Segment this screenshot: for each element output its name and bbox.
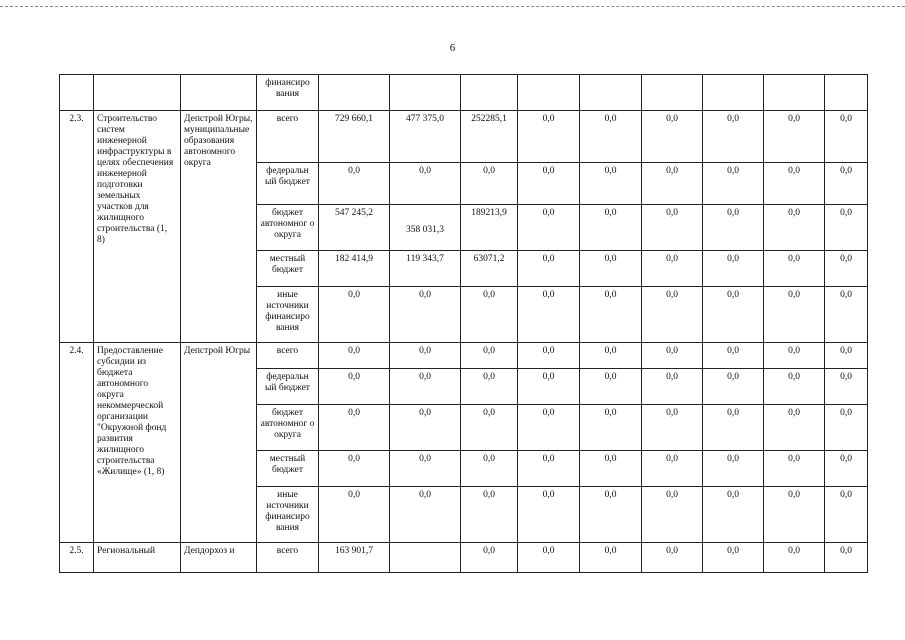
page-number: 6: [449, 42, 456, 54]
value-cell: 0,0: [518, 369, 580, 405]
table-cell: [390, 75, 461, 111]
table-row: [60, 343, 868, 369]
value-cell: 0,0: [461, 369, 518, 405]
value-cell: 0,0: [764, 405, 825, 451]
source-cell: местный бюджет: [257, 251, 319, 287]
value-cell: 0,0: [580, 205, 642, 251]
value-cell: 0,0: [319, 287, 390, 343]
table-cell: [518, 75, 580, 111]
program-table: [59, 74, 868, 573]
value-cell: 0,0: [461, 451, 518, 487]
value-cell: 0,0: [461, 343, 518, 369]
value-cell: 0,0: [642, 543, 703, 573]
value-cell: 0,0: [390, 369, 461, 405]
table-cell: [642, 75, 703, 111]
value-cell: 0,0: [703, 343, 764, 369]
source-cell: местный бюджет: [257, 451, 319, 487]
value-cell: 0,0: [518, 163, 580, 205]
value-cell: 0,0: [642, 451, 703, 487]
scan-edge: [0, 6, 905, 7]
source-cell: всего: [257, 343, 319, 369]
value-cell: 0,0: [703, 451, 764, 487]
value-cell: 0,0: [518, 405, 580, 451]
value-cell: 0,0: [461, 163, 518, 205]
table-cell: [181, 75, 257, 111]
value-cell: 0,0: [642, 343, 703, 369]
value-cell: 0,0: [825, 487, 868, 543]
value-cell: 189213,9: [461, 205, 518, 251]
value-cell: 0,0: [518, 487, 580, 543]
table-cell: [94, 75, 181, 111]
value-cell: 0,0: [825, 205, 868, 251]
table-cell: [580, 75, 642, 111]
value-cell: 0,0: [825, 343, 868, 369]
source-cell: всего: [257, 111, 319, 163]
value-cell: 0,0: [703, 287, 764, 343]
measure-name: Предоставление субсидии из бюджета автономного округа некоммерческой организации "Окружной фонд развития жилищного строительства «Жилище» (1, 8): [94, 343, 181, 543]
value-cell: 0,0: [642, 251, 703, 287]
value-cell: 0,0: [642, 111, 703, 163]
value-cell: 0,0: [390, 287, 461, 343]
value-cell: 0,0: [825, 369, 868, 405]
table-cell: [703, 75, 764, 111]
value-cell: 0,0: [642, 287, 703, 343]
value-cell: 0,0: [642, 163, 703, 205]
value-cell: 0,0: [825, 251, 868, 287]
value-cell: 0,0: [319, 451, 390, 487]
value-cell: 0,0: [580, 451, 642, 487]
value-cell: 0,0: [580, 251, 642, 287]
value-cell: 0,0: [764, 205, 825, 251]
table-cell: [764, 75, 825, 111]
table-row: [60, 543, 868, 573]
measure-name: Региональный: [94, 543, 181, 573]
table-cell: [319, 75, 390, 111]
value-cell: 0,0: [518, 287, 580, 343]
value-cell: 0,0: [703, 369, 764, 405]
measure-name: Строительство систем инженерной инфраструктуры в целях обеспечения инженерной подготовки земельных участков для жилищного строительства (1, 8): [94, 111, 181, 343]
source-cell: финансиро вания: [257, 75, 319, 111]
value-cell: 0,0: [764, 111, 825, 163]
value-cell: 0,0: [461, 405, 518, 451]
value-cell: 0,0: [764, 487, 825, 543]
value-cell: 0,0: [518, 205, 580, 251]
value-cell: 0,0: [461, 487, 518, 543]
value-cell: 0,0: [703, 251, 764, 287]
source-cell: иные источники финансиро вания: [257, 487, 319, 543]
value-cell: 0,0: [825, 405, 868, 451]
executor-name: Депстрой Югры, муниципальные образования автономного округа: [181, 111, 257, 343]
table-cell: [461, 75, 518, 111]
value-cell: 0,0: [580, 543, 642, 573]
value-cell: 0,0: [825, 111, 868, 163]
value-cell: 729 660,1: [319, 111, 390, 163]
value-cell: 0,0: [764, 343, 825, 369]
value-cell: 0,0: [390, 451, 461, 487]
source-cell: федеральн ый бюджет: [257, 369, 319, 405]
table-cell: [60, 75, 94, 111]
table-cell: [825, 75, 868, 111]
value-cell: 182 414,9: [319, 251, 390, 287]
value-cell: 0,0: [319, 405, 390, 451]
value-cell: 0,0: [764, 451, 825, 487]
value-cell: 0,0: [390, 343, 461, 369]
source-cell: бюджет автономног о округа: [257, 405, 319, 451]
value-cell: 0,0: [580, 111, 642, 163]
value-cell: 0,0: [319, 163, 390, 205]
value-cell: 0,0: [580, 287, 642, 343]
value-cell: 0,0: [390, 487, 461, 543]
value-cell: 0,0: [825, 287, 868, 343]
value-cell: 358 031,3: [390, 205, 461, 251]
value-cell: 252285,1: [461, 111, 518, 163]
table-row: [60, 75, 868, 111]
value-cell: 0,0: [642, 205, 703, 251]
value-cell: 0,0: [825, 163, 868, 205]
value-cell: 0,0: [580, 405, 642, 451]
value-cell: 0,0: [825, 451, 868, 487]
source-cell: бюджет автономног о округа: [257, 205, 319, 251]
value-cell: 0,0: [703, 205, 764, 251]
value-cell: 0,0: [580, 487, 642, 543]
row-number: 2.5.: [60, 543, 94, 573]
value-cell: 0,0: [319, 487, 390, 543]
value-cell: 477 375,0: [390, 111, 461, 163]
value-cell: 0,0: [764, 163, 825, 205]
value-cell: 0,0: [390, 163, 461, 205]
value-cell: 0,0: [642, 487, 703, 543]
value-cell: 0,0: [461, 543, 518, 573]
value-cell: 0,0: [319, 343, 390, 369]
row-number: 2.4.: [60, 343, 94, 543]
value-cell: 0,0: [518, 251, 580, 287]
value-cell: 0,0: [390, 405, 461, 451]
value-cell: 0,0: [642, 369, 703, 405]
value-cell: 0,0: [319, 369, 390, 405]
value-cell: 0,0: [764, 251, 825, 287]
value-cell: [390, 543, 461, 573]
value-cell: 547 245,2: [319, 205, 390, 251]
value-cell: 0,0: [764, 287, 825, 343]
value-cell: 0,0: [703, 163, 764, 205]
value-cell: 0,0: [518, 111, 580, 163]
value-cell: 0,0: [703, 543, 764, 573]
source-cell: федеральн ый бюджет: [257, 163, 319, 205]
value-cell: 0,0: [764, 543, 825, 573]
row-number: 2.3.: [60, 111, 94, 343]
value-cell: 0,0: [764, 369, 825, 405]
table-row: [60, 111, 868, 163]
executor-name: Депстрой Югры: [181, 343, 257, 543]
value-cell: 163 901,7: [319, 543, 390, 573]
value-cell: 0,0: [518, 543, 580, 573]
value-cell: 63071,2: [461, 251, 518, 287]
value-cell: 0,0: [461, 287, 518, 343]
value-cell: 0,0: [825, 543, 868, 573]
value-cell: 0,0: [642, 405, 703, 451]
value-cell: 0,0: [703, 405, 764, 451]
executor-name: Депдорхоз и: [181, 543, 257, 573]
value-cell: 0,0: [518, 343, 580, 369]
value-cell: 0,0: [518, 451, 580, 487]
source-cell: всего: [257, 543, 319, 573]
value-cell: 0,0: [580, 369, 642, 405]
value-cell: 0,0: [703, 111, 764, 163]
value-cell: 119 343,7: [390, 251, 461, 287]
source-cell: иные источники финансиро вания: [257, 287, 319, 343]
value-cell: 0,0: [580, 163, 642, 205]
value-cell: 0,0: [703, 487, 764, 543]
value-cell: 0,0: [580, 343, 642, 369]
